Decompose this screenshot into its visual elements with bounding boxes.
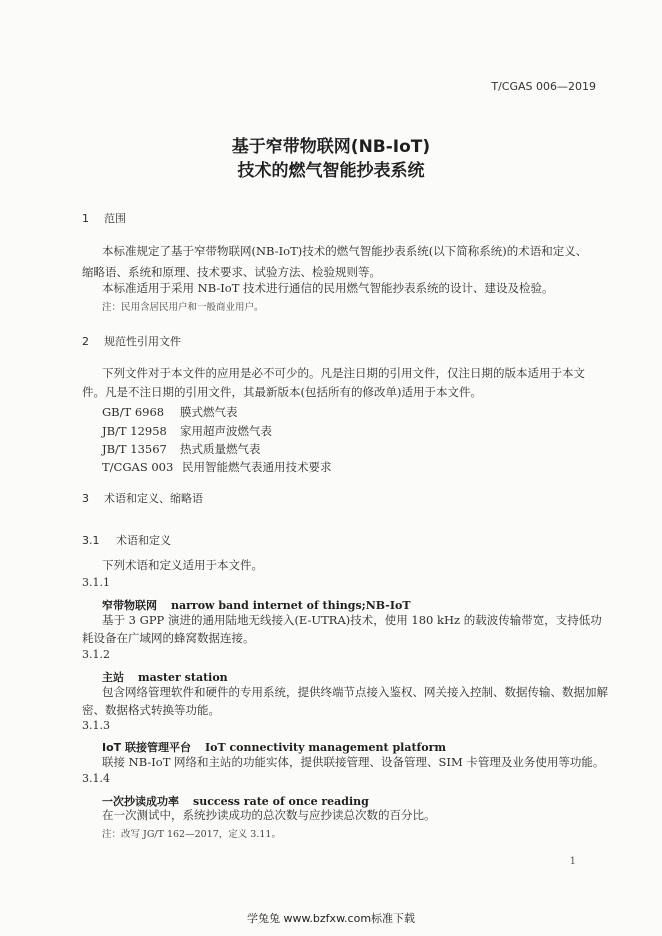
section-1-para-1-line-1: 本标准规定了基于窄带物联网(NB-IoT)技术的燃气智能抄表系统(以下简称系统)的术语和定义、 (102, 244, 588, 258)
reference-item (102, 459, 332, 475)
clause-number: 3.1.2 (82, 648, 110, 661)
section-1-title: 范围 (104, 212, 126, 225)
section-2-para-line-1: 下列文件对于本文件的应用是必不可少的。凡是注日期的引用文件，仅注日期的版本适用于本文 (102, 366, 585, 380)
section-2-number: 2 (82, 335, 89, 348)
reference-code: JB/T 13567 (102, 442, 167, 456)
term-english: success rate of once reading (193, 795, 369, 808)
term-heading (102, 736, 446, 755)
reference-code: JB/T 12958 (102, 424, 167, 438)
term-definition-line-2: 耗设备在广域网的蜂窝数据连接。 (82, 631, 255, 645)
section-1-number: 1 (82, 212, 89, 225)
reference-name: 民用智能燃气表通用技术要求 (182, 460, 332, 474)
reference-name: 家用超声波燃气表 (180, 424, 272, 438)
reference-item (102, 423, 272, 439)
term-heading (102, 666, 228, 685)
section-3-1-number: 3.1 (82, 534, 100, 547)
page-number: 1 (569, 856, 576, 867)
section-1-heading (82, 210, 126, 226)
clause-number: 3.1.3 (82, 719, 110, 732)
term-definition-line-1: 联接 NB-IoT 网络和主站的功能实体，提供联接管理、设备管理、SIM 卡管理及业务使用等功能。 (102, 755, 605, 769)
standard-number: T/CGAS 006—2019 (491, 80, 596, 93)
section-1-para-1-line-2: 缩略语、系统和原理、技术要求、试验方法、检验规则等。 (82, 265, 381, 279)
title-line-2: 技术的燃气智能抄表系统 (237, 161, 425, 181)
section-3-1-intro: 下列术语和定义适用于本文件。 (102, 558, 263, 572)
clause-number: 3.1.4 (82, 772, 110, 785)
term-chinese: 主站 (102, 671, 124, 684)
section-3-number: 3 (82, 492, 89, 505)
clause-number: 3.1.1 (82, 576, 110, 589)
term-english: IoT connectivity management platform (204, 741, 447, 754)
footer-watermark-text: 学兔兔 www.bzfxw.com标准下载 (246, 912, 416, 925)
reference-item (102, 441, 261, 457)
term-definition-line-2: 密、数据格式转换等功能。 (82, 703, 220, 717)
section-3-title: 术语和定义、缩略语 (104, 492, 203, 505)
reference-name: 热式质量燃气表 (180, 442, 261, 456)
term-heading (102, 594, 411, 613)
term-chinese: 窄带物联网 (102, 599, 157, 612)
term-definition-line-1: 包含网络管理软件和硬件的专用系统，提供终端节点接入鉴权、网关接入控制、数据传输、数据加解 (102, 685, 608, 699)
section-3-1-heading (82, 532, 171, 548)
section-1-para-2: 本标准适用于采用 NB-IoT 技术进行通信的民用燃气智能抄表系统的设计、建设及检验。 (102, 281, 554, 295)
reference-code: GB/T 6968 (102, 405, 165, 419)
section-3-1-title: 术语和定义 (116, 534, 171, 547)
term-note: 注：改写 JG/T 162—2017，定义 3.11。 (102, 829, 281, 840)
reference-item (102, 404, 238, 420)
section-2-para-line-2: 件。凡是不注日期的引用文件，其最新版本(包括所有的修改单)适用于本文件。 (82, 385, 482, 399)
term-chinese: 一次抄读成功率 (102, 795, 179, 808)
term-definition-line-1: 在一次测试中，系统抄读成功的总次数与应抄读总次数的百分比。 (102, 808, 436, 822)
term-definition-line-1: 基于 3 GPP 演进的通用陆地无线接入(E-UTRA)技术，使用 180 kHz 的载波传输带宽，支持低功 (102, 613, 602, 627)
term-english: master station (138, 671, 228, 684)
section-2-title: 规范性引用文件 (104, 335, 181, 348)
section-2-heading (82, 333, 181, 349)
term-english: narrow band internet of things;NB-IoT (171, 599, 411, 612)
title-line-1: 基于窄带物联网(NB-IoT) (231, 137, 431, 157)
term-chinese: IoT 联接管理平台 (102, 741, 191, 754)
section-3-heading (82, 490, 203, 506)
section-1-note: 注：民用含居民用户和一般商业用户。 (102, 302, 264, 313)
reference-name: 膜式燃气表 (180, 405, 238, 419)
reference-code: T/CGAS 003 (102, 460, 174, 474)
